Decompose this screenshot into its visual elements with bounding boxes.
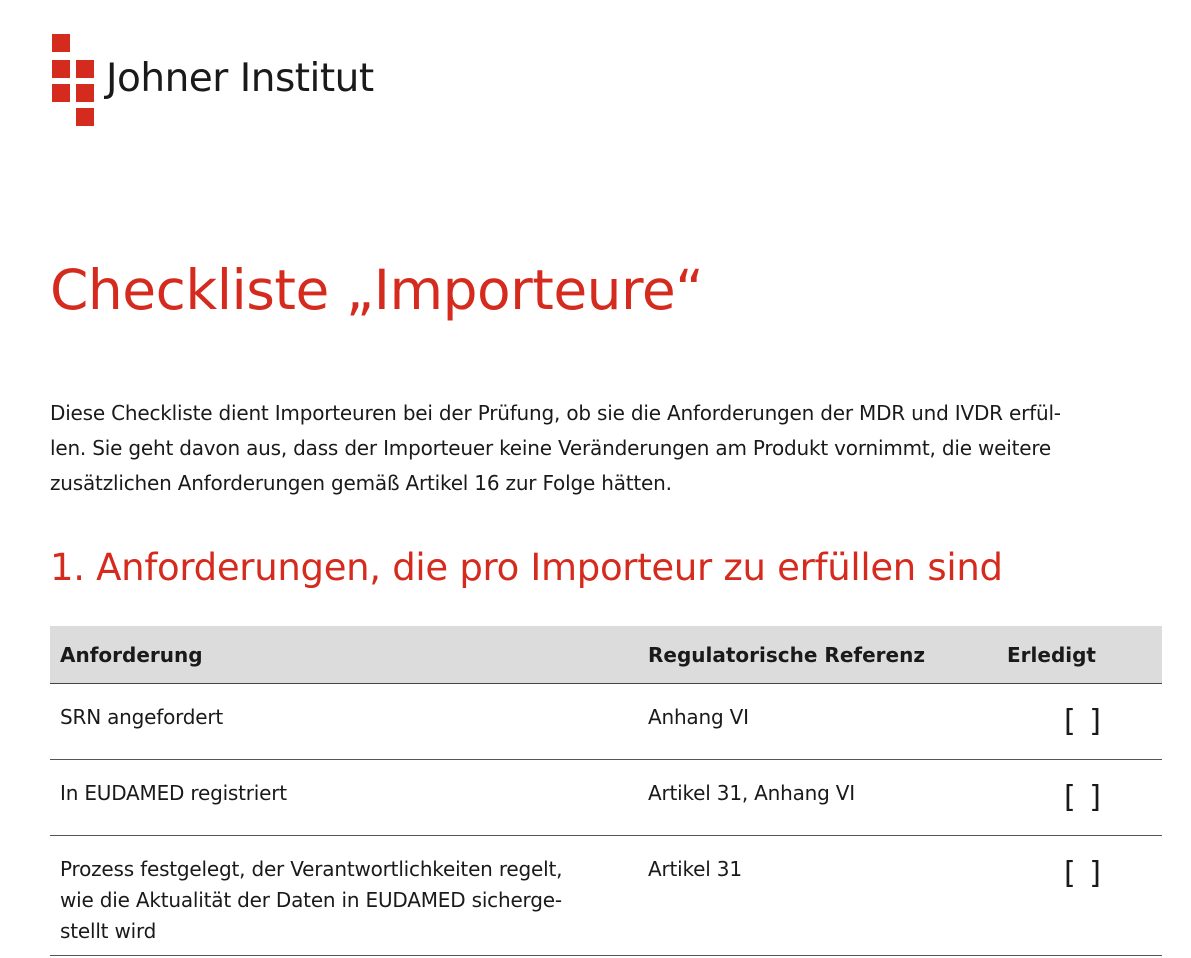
table-header-row xyxy=(50,626,1162,684)
cross-logo-icon xyxy=(52,34,96,126)
logo-text: Johner Institut xyxy=(106,56,374,101)
done-checkbox[interactable]: [ ] xyxy=(1064,704,1103,739)
intro-paragraph xyxy=(50,396,1160,501)
requirement-line: SRN angefordert xyxy=(60,705,224,729)
intro-line: Diese Checkliste dient Importeuren bei der Prüfung, ob sie die Anforderungen der MDR und IVDR erfül- xyxy=(50,401,1061,425)
requirement-line: In EUDAMED registriert xyxy=(60,781,287,805)
reference-cell: Artikel 31 xyxy=(648,857,742,881)
intro-line: zusätzlichen Anforderungen gemäß Artikel 16 zur Folge hätten. xyxy=(50,471,672,495)
reference-cell: Anhang VI xyxy=(648,705,749,729)
johner-institut-logo xyxy=(52,34,412,128)
page-title: Checkliste „Importeure“ xyxy=(50,258,704,322)
requirement-cell xyxy=(60,702,630,733)
section-heading: 1. Anforderungen, die pro Importeur zu erfüllen sind xyxy=(50,546,1003,589)
requirement-line: Prozess festgelegt, der Verantwortlichkeiten regelt, xyxy=(60,857,563,881)
requirement-line: wie die Aktualität der Daten in EUDAMED sicherge- xyxy=(60,888,562,912)
table-row xyxy=(50,760,1162,836)
header-requirement: Anforderung xyxy=(60,643,203,667)
intro-line: len. Sie geht davon aus, dass der Importeuer keine Veränderungen am Produkt vornimmt, die weitere xyxy=(50,436,1052,460)
done-checkbox[interactable]: [ ] xyxy=(1064,780,1103,815)
table-row xyxy=(50,836,1162,956)
reference-cell: Artikel 31, Anhang VI xyxy=(648,781,855,805)
table-row xyxy=(50,684,1162,760)
header-done: Erledigt xyxy=(1007,643,1096,667)
requirement-line: stellt wird xyxy=(60,919,157,943)
requirement-cell xyxy=(60,854,630,947)
requirement-cell xyxy=(60,778,630,809)
header-reference: Regulatorische Referenz xyxy=(648,643,925,667)
done-checkbox[interactable]: [ ] xyxy=(1064,856,1103,891)
requirements-table xyxy=(50,626,1162,956)
